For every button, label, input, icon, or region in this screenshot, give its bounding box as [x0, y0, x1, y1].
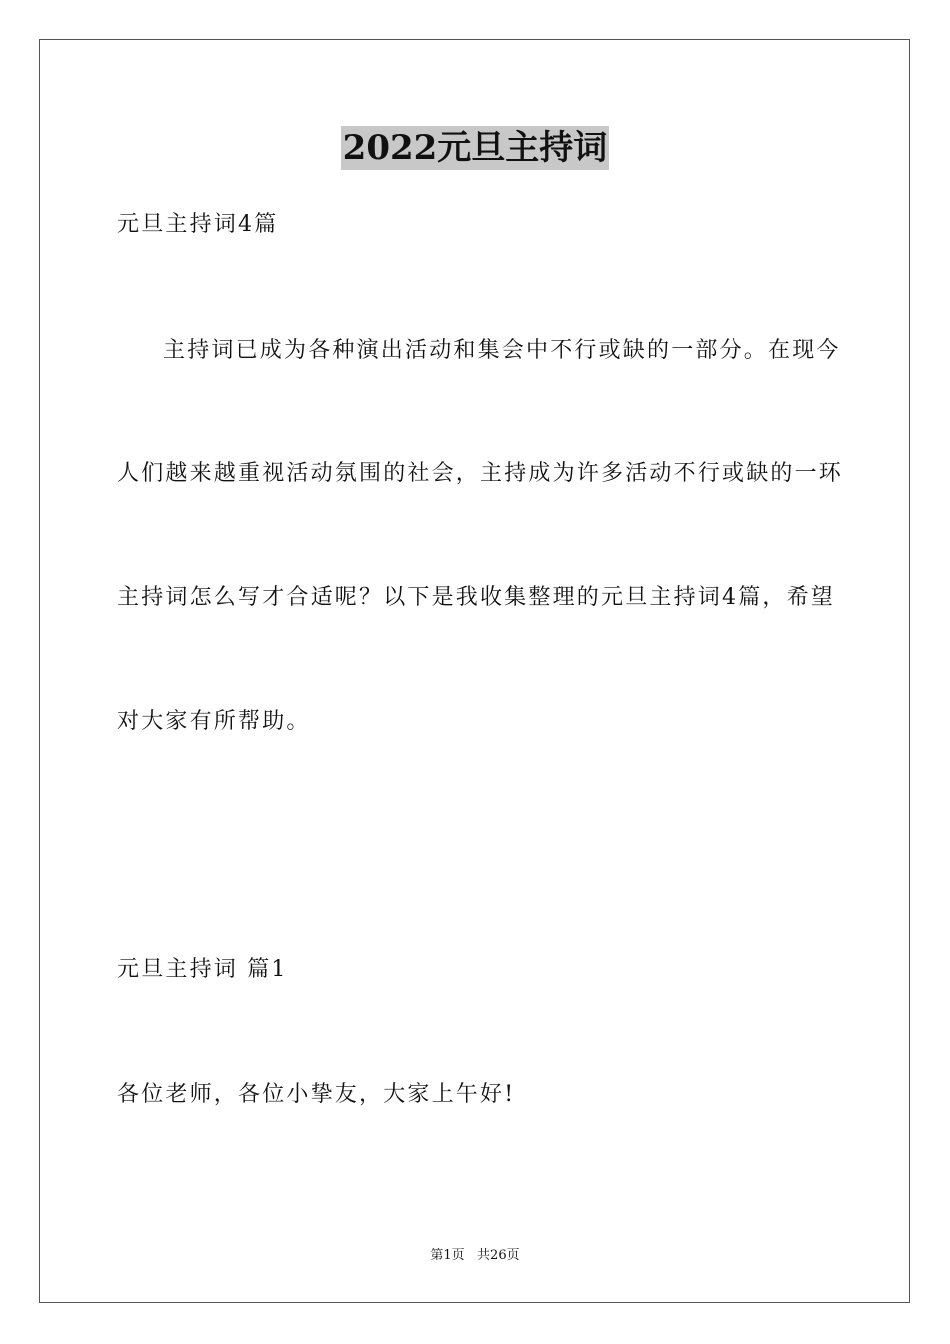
intro-line-1: 主持词已成为各种演出活动和集会中不行或缺的一部分。在现今 — [163, 338, 841, 363]
greeting-line: 各位老师，各位小挚友，大家上午好! — [117, 1082, 516, 1107]
section-heading: 元旦主持词 篇1 — [117, 957, 288, 982]
intro-line-4: 对大家有所帮助。 — [117, 709, 311, 734]
document-title: 2022元旦主持词 — [342, 128, 608, 168]
subtitle: 元旦主持词4篇 — [117, 212, 279, 237]
intro-line-2: 人们越来越重视活动氛围的社会，主持成为许多活动不行或缺的一环 — [117, 461, 844, 486]
title-container — [0, 126, 950, 170]
intro-line-3: 主持词怎么写才合适呢？以下是我收集整理的元旦主持词4篇，希望 — [117, 585, 835, 610]
page-footer: 第1页 共26页 — [430, 1248, 520, 1263]
